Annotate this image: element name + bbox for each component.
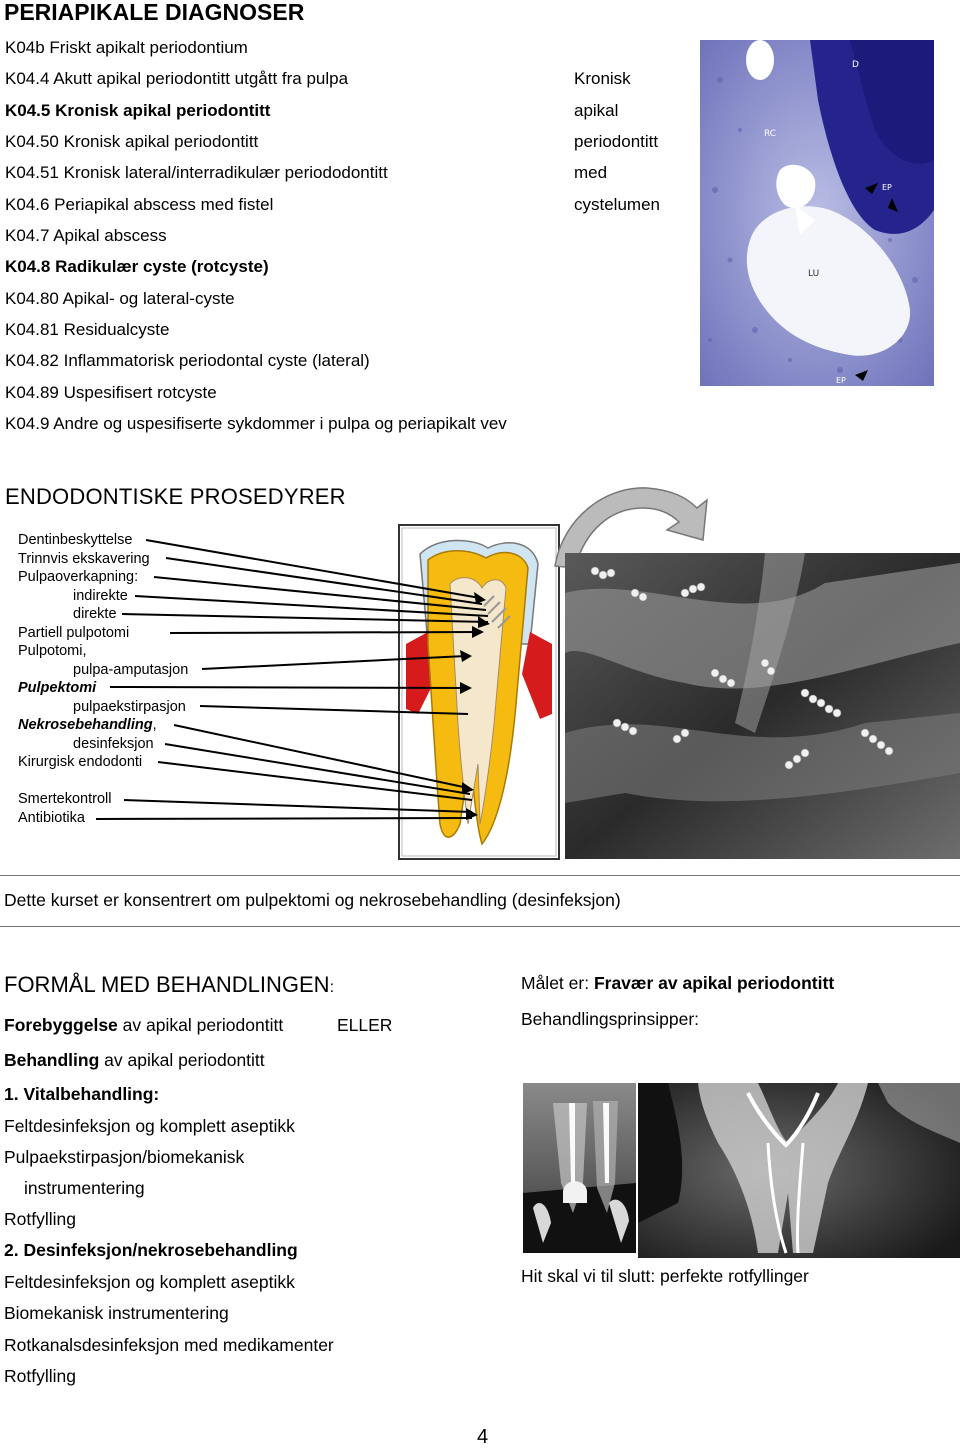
procedure-item: Kirurgisk endodonti <box>18 754 143 770</box>
formal-title <box>4 972 334 998</box>
diagnosis-item: K04.6 Periapikal abscess med fistel <box>5 195 274 214</box>
procedure-item: pulpaekstirpasjon <box>73 699 186 715</box>
diagnosis-item: K04.80 Apikal- og lateral-cyste <box>5 289 235 308</box>
diagnosis-item: K04.4 Akutt apikal periodontitt utgått fra pulpa <box>5 69 349 88</box>
procedure-item: Smertekontroll <box>18 791 112 807</box>
procedure-item: indirekte <box>73 588 128 604</box>
procedure-arrows <box>0 520 520 840</box>
vital-item: Pulpaekstirpasjon/biomekanisk <box>4 1147 245 1167</box>
formal-title-text: FORMÅL MED BEHANDLINGEN <box>4 972 330 997</box>
forebyggelse-rest: av apikal periodontitt <box>117 1015 284 1035</box>
desinf-item: Biomekanisk instrumentering <box>4 1303 229 1323</box>
histology-label-d: D <box>852 60 859 70</box>
histology-caption-line: cystelumen <box>574 195 660 214</box>
procedure-item: desinfeksjon <box>73 736 154 752</box>
eller-label: ELLER <box>337 1015 393 1035</box>
diagnosis-item: K04.50 Kronisk apikal periodontitt <box>5 132 259 151</box>
procedure-item: Pulpektomi <box>18 680 97 696</box>
histology-label-ep: EP <box>836 376 846 385</box>
diagnosis-item: K04.89 Uspesifisert rotcyste <box>5 383 217 402</box>
diagnosis-item: K04.7 Apikal abscess <box>5 226 167 245</box>
procedure-item: Dentinbeskyttelse <box>18 532 133 548</box>
prosedyrer-title: ENDODONTISKE PROSEDYRER <box>5 484 346 509</box>
desinf-item: Rotfylling <box>4 1366 76 1386</box>
procedure-item-suffix: , <box>152 717 157 733</box>
diagnosis-item: K04b Friskt apikalt periodontium <box>5 38 248 57</box>
procedure-item: direkte <box>73 606 117 622</box>
histology-label-lu: LU <box>808 269 820 279</box>
histology-image <box>700 40 934 386</box>
xray-image-1 <box>523 1083 636 1253</box>
procedure-item: Antibiotika <box>18 810 85 826</box>
xray-image-2 <box>638 1083 960 1258</box>
vital-title: 1. Vitalbehandling: <box>4 1084 160 1104</box>
histology-label-rc: RC <box>764 129 777 139</box>
behandling-line <box>4 1050 265 1071</box>
behandling-rest: av apikal periodontitt <box>99 1050 265 1070</box>
procedure-item: pulpa-amputasjon <box>73 662 189 678</box>
procedure-item: Trinnvis ekskavering <box>18 551 150 567</box>
divider <box>0 875 960 876</box>
procedure-item: Partiell pulpotomi <box>18 625 130 641</box>
divider <box>0 926 960 927</box>
histology-caption-line: periodontitt <box>574 132 659 151</box>
forebyggelse-line <box>4 1015 283 1036</box>
desinf-title: 2. Desinfeksjon/nekrosebehandling <box>4 1240 298 1260</box>
desinf-item: Rotkanalsdesinfeksjon med medikamenter <box>4 1335 334 1355</box>
maalet-line <box>521 973 834 994</box>
procedure-item: Pulpaoverkapning: <box>18 569 139 585</box>
diagnosis-item: K04.51 Kronisk lateral/interradikulær periododontitt <box>5 163 388 182</box>
diagnosis-item: K04.8 Radikulær cyste (rotcyste) <box>5 257 269 276</box>
diagnosis-item: K04.5 Kronisk apikal periodontitt <box>5 101 271 120</box>
histology-caption-line: med <box>574 163 608 182</box>
diagnosis-item: K04.81 Residualcyste <box>5 320 170 339</box>
page-number: 4 <box>477 1426 489 1448</box>
forebyggelse-bold: Forebyggelse <box>4 1015 118 1035</box>
desinf-item: Feltdesinfeksjon og komplett aseptikk <box>4 1272 295 1292</box>
procedure-item: Pulpotomi, <box>18 643 87 659</box>
diagnosis-item: K04.82 Inflammatorisk periodontal cyste (lateral) <box>5 351 370 370</box>
maalet-prefix: Målet er: <box>521 973 594 993</box>
procedure-item-label: Nekrosebehandling <box>18 717 153 733</box>
course-note: Dette kurset er konsentrert om pulpektomi og nekrosebehandling (desinfeksjon) <box>4 890 621 910</box>
bacteria-sem-image <box>565 553 960 859</box>
histology-caption-line: Kronisk <box>574 69 631 88</box>
rotfylling-caption: Hit skal vi til slutt: perfekte rotfyllinger <box>521 1266 809 1286</box>
vital-item: Feltdesinfeksjon og komplett aseptikk <box>4 1116 295 1136</box>
vital-item: instrumentering <box>24 1178 145 1198</box>
diagnoser-title: PERIAPIKALE DIAGNOSER <box>4 0 305 25</box>
histology-caption-line: apikal <box>574 101 619 120</box>
histology-label-ep: EP <box>882 183 892 192</box>
diagnosis-item: K04.9 Andre og uspesifiserte sykdommer i pulpa og periapikalt vev <box>5 414 507 433</box>
prinsipper-label: Behandlingsprinsipper: <box>521 1009 700 1029</box>
formal-title-colon: : <box>329 979 335 996</box>
maalet-bold: Fravær av apikal periodontitt <box>593 973 835 993</box>
behandling-bold: Behandling <box>4 1050 100 1070</box>
vital-item: Rotfylling <box>4 1209 76 1229</box>
